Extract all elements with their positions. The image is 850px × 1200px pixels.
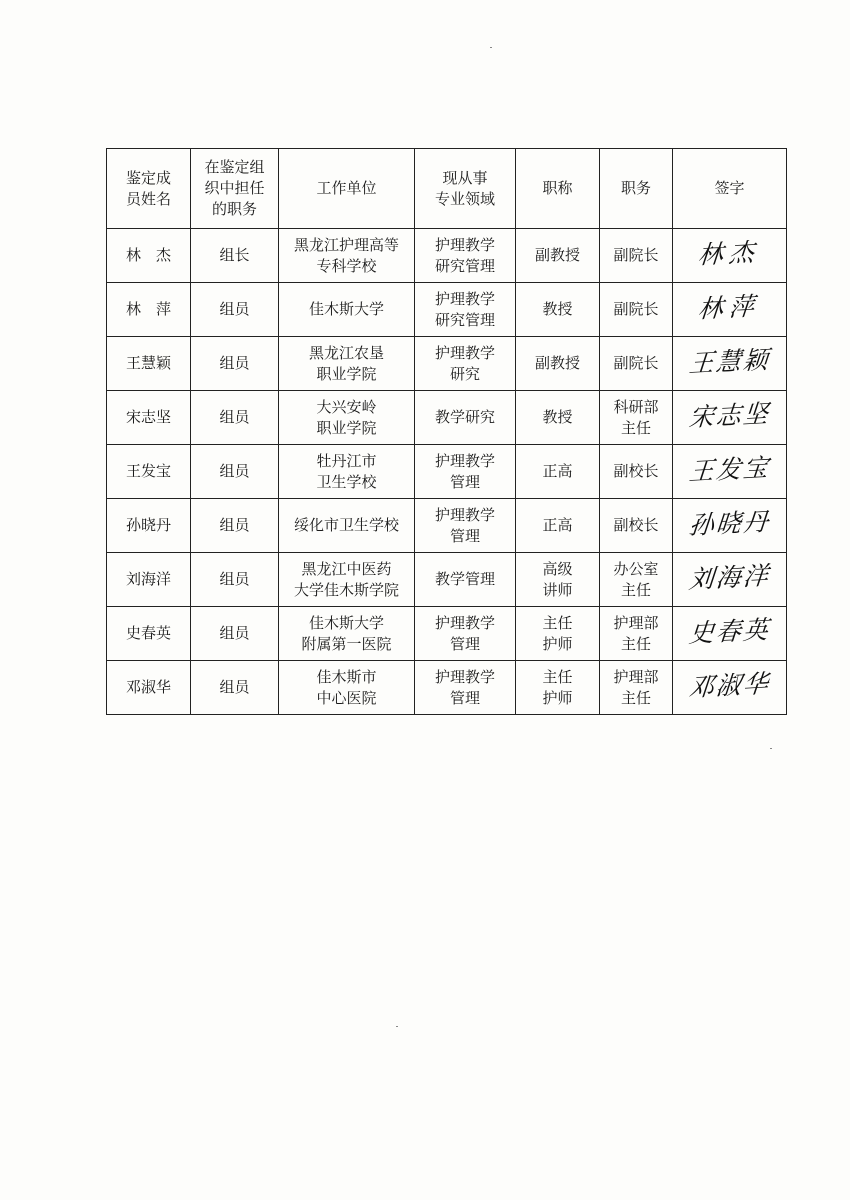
position: 副校长 [600, 445, 673, 499]
signature-cell [673, 391, 787, 445]
work-unit: 佳木斯市 中心医院 [279, 661, 415, 715]
signature-cell [673, 607, 787, 661]
committee-role: 组员 [191, 337, 279, 391]
handwritten-signature: 邓淑华 [687, 668, 772, 703]
handwritten-signature: 孙晓丹 [687, 506, 772, 541]
work-unit: 牡丹江市 卫生学校 [279, 445, 415, 499]
work-unit: 黑龙江护理高等 专科学校 [279, 229, 415, 283]
handwritten-signature: 王发宝 [687, 452, 772, 487]
work-unit: 大兴安岭 职业学院 [279, 391, 415, 445]
professional-field: 护理教学 管理 [415, 499, 516, 553]
handwritten-signature: 宋志坚 [687, 398, 772, 433]
committee-role: 组长 [191, 229, 279, 283]
table-row [107, 391, 787, 445]
position: 护理部 主任 [600, 607, 673, 661]
scan-speck [396, 1026, 398, 1027]
signature-cell [673, 553, 787, 607]
title-rank: 副教授 [516, 337, 600, 391]
handwritten-signature: 王慧颖 [687, 344, 772, 379]
member-name: 刘海洋 [107, 553, 191, 607]
member-name: 邓淑华 [107, 661, 191, 715]
position: 副院长 [600, 283, 673, 337]
committee-role: 组员 [191, 553, 279, 607]
table-row [107, 445, 787, 499]
work-unit: 绥化市卫生学校 [279, 499, 415, 553]
scan-speck [490, 47, 492, 48]
table-header-row [107, 149, 787, 229]
position: 副院长 [600, 337, 673, 391]
header-committee-role: 在鉴定组 织中担任 的职务 [191, 149, 279, 229]
header-title-rank: 职称 [516, 149, 600, 229]
title-rank: 教授 [516, 283, 600, 337]
table-row [107, 337, 787, 391]
committee-role: 组员 [191, 391, 279, 445]
work-unit: 黑龙江农垦 职业学院 [279, 337, 415, 391]
handwritten-signature: 林杰 [697, 237, 762, 270]
handwritten-signature: 林萍 [697, 291, 762, 324]
signature-cell [673, 661, 787, 715]
work-unit: 佳木斯大学 [279, 283, 415, 337]
member-name: 林 萍 [107, 283, 191, 337]
table-row [107, 661, 787, 715]
table-row [107, 229, 787, 283]
title-rank: 高级 讲师 [516, 553, 600, 607]
committee-role: 组员 [191, 499, 279, 553]
header-signature: 签字 [673, 149, 787, 229]
title-rank: 主任 护师 [516, 607, 600, 661]
professional-field: 护理教学 研究管理 [415, 229, 516, 283]
title-rank: 正高 [516, 499, 600, 553]
table-row [107, 499, 787, 553]
title-rank: 正高 [516, 445, 600, 499]
signature-cell [673, 445, 787, 499]
signature-cell [673, 337, 787, 391]
title-rank: 教授 [516, 391, 600, 445]
title-rank: 副教授 [516, 229, 600, 283]
committee-role: 组员 [191, 445, 279, 499]
member-name: 孙晓丹 [107, 499, 191, 553]
scan-speck [770, 748, 772, 749]
professional-field: 护理教学 管理 [415, 445, 516, 499]
handwritten-signature: 刘海洋 [687, 560, 772, 595]
position: 办公室 主任 [600, 553, 673, 607]
committee-role: 组员 [191, 661, 279, 715]
header-member-name: 鉴定成 员姓名 [107, 149, 191, 229]
committee-role: 组员 [191, 607, 279, 661]
committee-role: 组员 [191, 283, 279, 337]
work-unit: 黑龙江中医药 大学佳木斯学院 [279, 553, 415, 607]
member-name: 史春英 [107, 607, 191, 661]
professional-field: 教学研究 [415, 391, 516, 445]
title-rank: 主任 护师 [516, 661, 600, 715]
member-name: 王慧颖 [107, 337, 191, 391]
position: 副校长 [600, 499, 673, 553]
handwritten-signature: 史春英 [687, 614, 772, 649]
header-work-unit: 工作单位 [279, 149, 415, 229]
member-name: 林 杰 [107, 229, 191, 283]
member-name: 宋志坚 [107, 391, 191, 445]
professional-field: 护理教学 研究 [415, 337, 516, 391]
professional-field: 护理教学 管理 [415, 607, 516, 661]
signature-cell [673, 499, 787, 553]
header-professional-field: 现从事 专业领域 [415, 149, 516, 229]
professional-field: 护理教学 管理 [415, 661, 516, 715]
professional-field: 护理教学 研究管理 [415, 283, 516, 337]
header-position: 职务 [600, 149, 673, 229]
member-name: 王发宝 [107, 445, 191, 499]
position: 科研部 主任 [600, 391, 673, 445]
position: 副院长 [600, 229, 673, 283]
table-row [107, 283, 787, 337]
table-row [107, 607, 787, 661]
appraisal-committee-table [106, 148, 787, 715]
signature-cell [673, 283, 787, 337]
position: 护理部 主任 [600, 661, 673, 715]
professional-field: 教学管理 [415, 553, 516, 607]
signature-cell [673, 229, 787, 283]
work-unit: 佳木斯大学 附属第一医院 [279, 607, 415, 661]
table-row [107, 553, 787, 607]
